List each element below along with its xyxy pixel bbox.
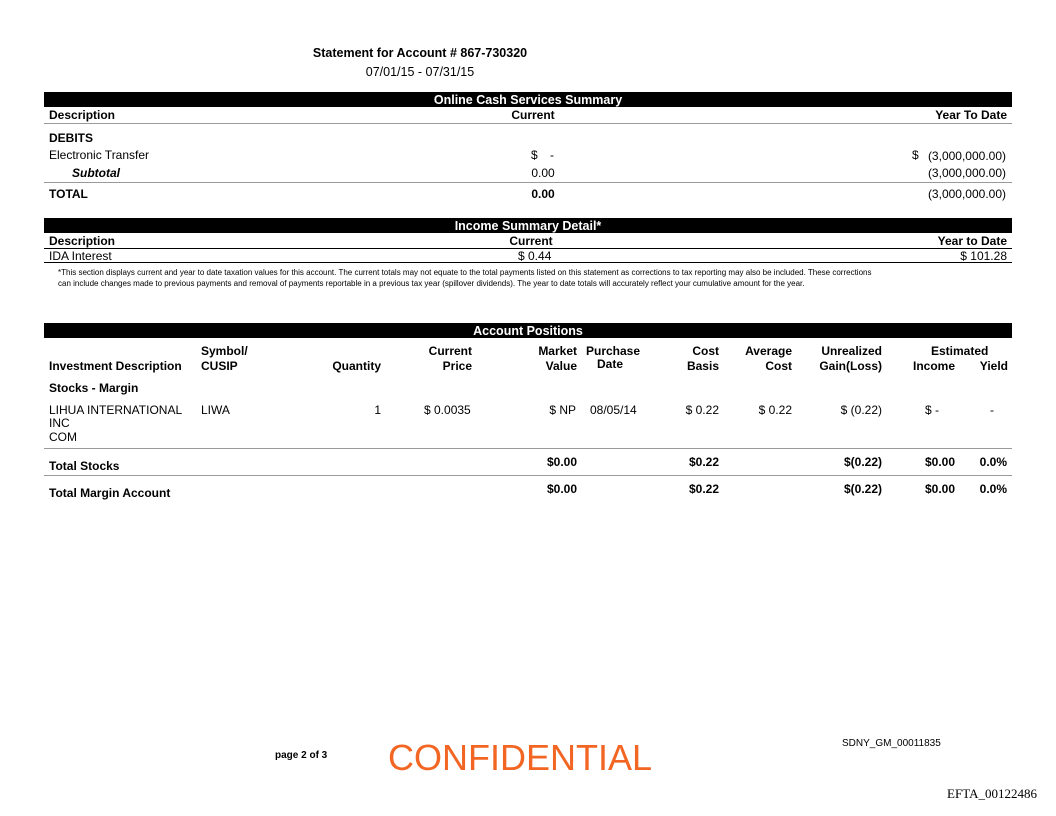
cash-summary-bar: Online Cash Services Summary	[44, 92, 1012, 107]
col-investment: Investment Description	[49, 359, 182, 373]
page-number: page 2 of 3	[275, 750, 328, 761]
col-avg-bottom: Cost	[765, 359, 792, 373]
position-price: $ 0.0035	[424, 403, 471, 417]
col-symbol-top: Symbol/	[201, 344, 248, 358]
col-market-bottom: Value	[545, 359, 577, 373]
cash-col-ytd: Year To Date	[935, 108, 1007, 122]
position-symbol: LIWA	[201, 403, 230, 417]
col-unreal-bottom: Gain(Loss)	[819, 359, 882, 373]
total-current: 0.00	[531, 187, 555, 201]
position-unrealized: $ (0.22)	[840, 403, 882, 417]
subtotal-rule	[44, 182, 1012, 183]
income-col-current: Current	[509, 234, 553, 248]
col-avg-top: Average	[745, 344, 792, 358]
total-margin-unreal: $(0.22)	[843, 482, 882, 496]
position-yield: -	[990, 403, 994, 417]
ida-interest-current: $ 0.44	[518, 249, 552, 263]
statement-title: Statement for Account # 867-730320	[312, 46, 528, 60]
col-income: Income	[912, 359, 955, 373]
col-yield: Yield	[979, 359, 1008, 373]
electronic-transfer-current: -	[550, 148, 554, 162]
income-col-description: Description	[49, 234, 116, 248]
ida-interest-label: IDA Interest	[49, 249, 112, 263]
position-desc-line2: INC	[49, 416, 70, 430]
col-purchase-bottom: Date	[597, 357, 624, 371]
electronic-transfer-current-sym: $	[531, 148, 538, 162]
col-cost-bottom: Basis	[686, 359, 719, 373]
income-col-ytd: Year to Date	[937, 234, 1007, 248]
total-stocks-cost: $0.22	[688, 455, 719, 469]
stocks-margin-label: Stocks - Margin	[49, 381, 139, 395]
position-desc-line1: LIHUA INTERNATIONAL	[49, 403, 183, 417]
subtotal-label: Subtotal	[72, 166, 120, 180]
total-stocks-rule	[44, 448, 1012, 449]
position-avg-cost: $ 0.22	[758, 403, 792, 417]
col-quantity: Quantity	[332, 359, 381, 373]
position-market: $ NP	[549, 403, 576, 417]
total-margin-cost: $0.22	[688, 482, 719, 496]
cash-col-description: Description	[49, 108, 116, 122]
col-estimated: Estimated	[931, 344, 989, 358]
position-desc-line3: COM	[49, 430, 77, 444]
cash-header-rule	[44, 123, 1012, 124]
total-stocks-income: $0.00	[924, 455, 955, 469]
electronic-transfer-ytd-sym: $	[912, 148, 919, 162]
position-purchase-date: 08/05/14	[590, 403, 637, 417]
total-margin-income: $0.00	[924, 482, 955, 496]
electronic-transfer-label: Electronic Transfer	[49, 148, 150, 162]
col-price-bottom: Price	[442, 359, 472, 373]
cash-col-current: Current	[511, 108, 555, 122]
debits-label: DEBITS	[49, 131, 94, 145]
confidential-stamp: CONFIDENTIAL	[388, 737, 653, 778]
efta-number: EFTA_00122486	[947, 786, 1037, 801]
income-summary-bar: Income Summary Detail*	[44, 218, 1012, 233]
total-stocks-label: Total Stocks	[49, 459, 120, 473]
statement-period: 07/01/15 - 07/31/15	[365, 65, 475, 79]
subtotal-current: 0.00	[531, 166, 555, 180]
total-stocks-yield: 0.0%	[979, 455, 1007, 469]
col-cost-top: Cost	[692, 344, 719, 358]
ida-interest-ytd: $ 101.28	[960, 249, 1007, 263]
position-quantity: 1	[374, 403, 381, 417]
income-footnote-2: can include changes made to previous payments and removal of payments reportable in a previous tax year (spillover dividends). The year to date totals will accurately reflect your cumulative amount for the year.	[58, 279, 805, 288]
total-ytd: (3,000,000.00)	[927, 187, 1006, 201]
col-symbol-bottom: CUSIP	[201, 359, 238, 373]
col-market-top: Market	[538, 344, 577, 358]
total-stocks-market: $0.00	[546, 455, 577, 469]
income-footnote-1: *This section displays current and year to date taxation values for this account. The current totals may not equate to the total payments listed on this statement as corrections to tax reporting may also be included. These corrections	[58, 268, 872, 277]
subtotal-ytd: (3,000,000.00)	[927, 166, 1006, 180]
total-margin-label: Total Margin Account	[49, 486, 171, 500]
electronic-transfer-ytd: (3,000,000.00)	[927, 149, 1006, 163]
total-margin-yield: 0.0%	[979, 482, 1007, 496]
total-stocks-unreal: $(0.22)	[843, 455, 882, 469]
position-cost-basis: $ 0.22	[685, 403, 719, 417]
position-income: $ -	[925, 403, 940, 417]
total-margin-market: $0.00	[546, 482, 577, 496]
income-row-rule	[44, 262, 1012, 263]
bates-number: SDNY_GM_00011835	[842, 738, 941, 749]
total-margin-rule	[44, 475, 1012, 476]
col-price-top: Current	[428, 344, 472, 358]
total-label: TOTAL	[49, 187, 88, 201]
positions-bar: Account Positions	[44, 323, 1012, 338]
col-unreal-top: Unrealized	[821, 344, 882, 358]
col-purchase-top: Purchase	[586, 344, 641, 358]
